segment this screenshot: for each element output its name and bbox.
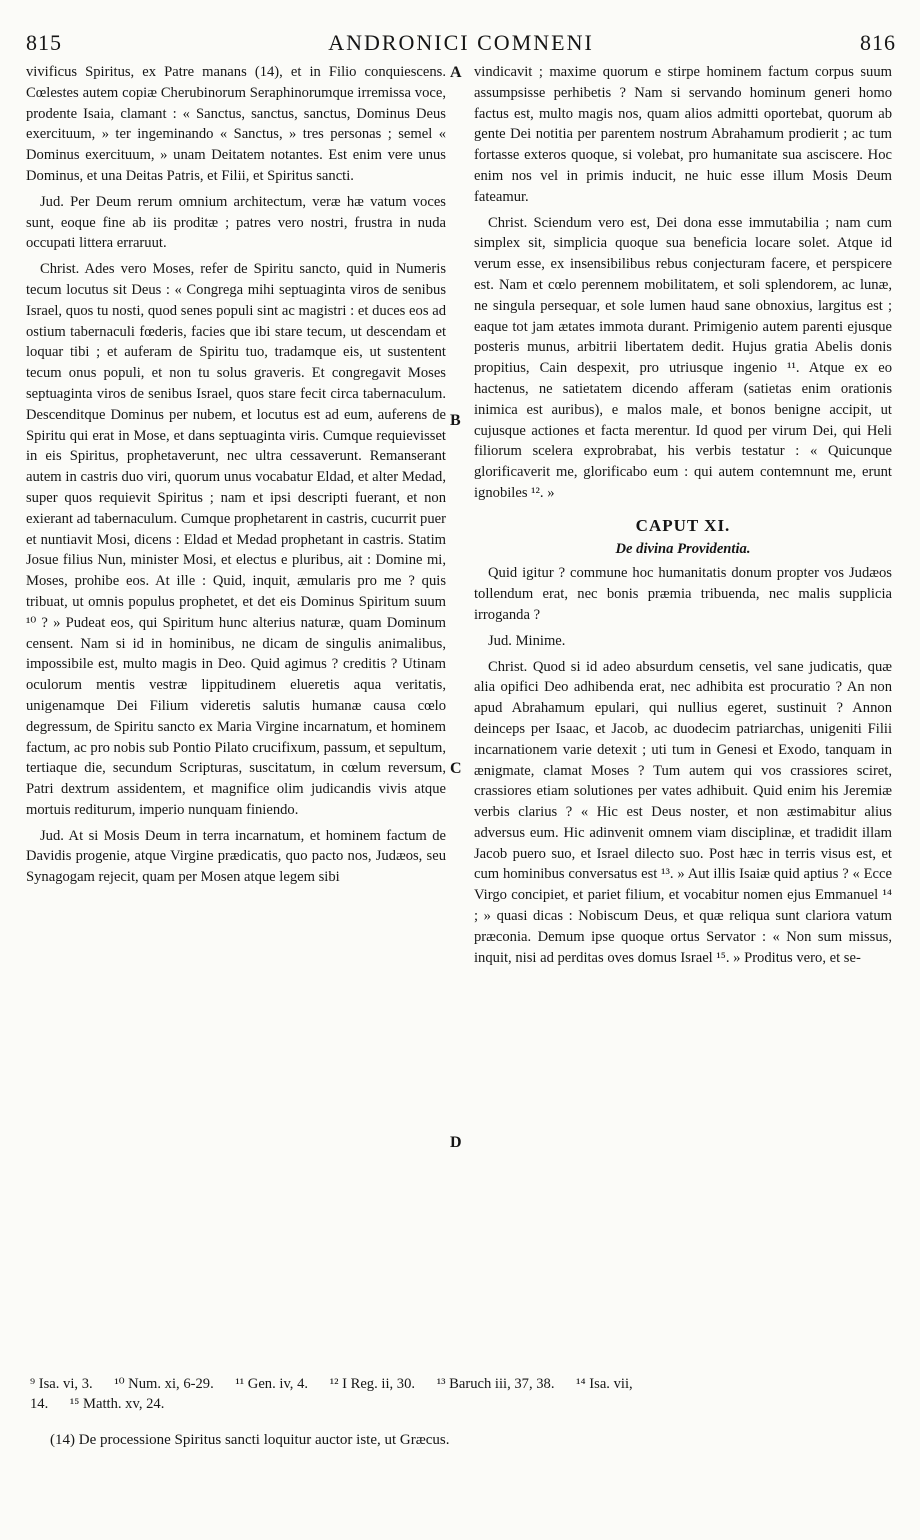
- paragraph: vindicavit ; maxime quorum e stirpe hominem factum corpus suum assumpsisse perhibetis ? Nam si servando hominum generi homo factus est, multo magis nos, quam alios admitti oportebat, quorum ab gente Dei notitia per parentem nostrum Abrahamum prodierit ; ac tum fortasse exteros quoque, si volebat, pro humanitate sua asciscere. Hoc enim nos vel in primis inducit, ne huic esse illum Mosis Deum fateamur.: [474, 64, 892, 205]
- chapter-title: CAPUT XI.: [635, 515, 731, 535]
- margin-marker-c: C: [450, 760, 462, 777]
- footnote: ¹⁵ Matth. xv, 24.: [69, 1396, 165, 1412]
- margin-marker-d: D: [450, 1134, 462, 1151]
- footnote: ¹¹ Gen. iv, 4.: [235, 1376, 309, 1392]
- footnote-line: [30, 1394, 894, 1414]
- paragraph: Christ. Sciendum vero est, Dei dona esse immutabilia ; nam cum simplex sit, simplicia quoque sua beneficia locare solet. Atque id verum esse, ex insensibilibus rebus conjecturam facere, et perspicere est. Nam et cœlo perennem mobilitatem, et soli splendorem, ac lunæ, ne singula persequar, et sole lumen haud sane obnoxius, largitus est ; eaque tot jam ætates immota durant. Primigenio autem parenti ejusque posteris munus, arbitrii libertatem dedit. Hujus gratia Abelis donis propitius, Cain despexit, pro utriusque ingenio ¹¹. Atque ex eo hactenus, ne satietatem dicendo afferam (satietas enim orationis inimica est auribus), e malos male, et bonos benigne accipit, ut cujusque actiones et facta merentur. Id quod per virum Dei, qui Heli filiorum scelera exprobrabat, his verbis testatur : « Quicunque glorificaverit me, glorificabo eum : qui autem contemnunt me, erunt ignobiles ¹². »: [474, 214, 892, 501]
- paragraph: Quid igitur ? commune hoc humanitatis donum propter vos Judæos tollendum erat, nec bonis præmia tribuenda, nec malis supplicia irroganda ?: [474, 565, 892, 623]
- page-number-right: 816: [860, 30, 896, 55]
- margin-marker-b: B: [450, 412, 461, 429]
- footnote-line: [30, 1374, 894, 1394]
- footnote: ¹³ Baruch iii, 37, 38.: [436, 1376, 555, 1392]
- paragraph: Jud. Minime.: [488, 632, 566, 649]
- left-column: [26, 62, 446, 893]
- footnotes: [30, 1374, 894, 1414]
- footnote: ¹² I Reg. ii, 30.: [329, 1376, 416, 1392]
- margin-marker-a: A: [450, 64, 462, 81]
- page-header: [26, 22, 896, 56]
- chapter-subtitle: De divina Providentia.: [615, 540, 751, 557]
- paragraph: Jud. Per Deum rerum omnium architectum, veræ hæ vatum voces sunt, eoque fine ab iis proditæ ; patres vero nostri, frustra in nuda occupati littera erraruut.: [26, 193, 446, 252]
- paragraph: Christ. Quod si id adeo absurdum censetis, vel sane judicatis, quæ alia opifici Deo adhibenda erat, nec adhibita est procuratio ? An non apud Abrahamum epulari, qui nullius egeret, sustinuit ? Annon deinceps per Isaac, et Jacob, ac duodecim patriarchas, unigeniti Filii incarnationem varie detexit ; uti tum in Genesi et Exodo, tanquam in ænigmate, clamat Moses ? Tum autem qui vos crassiores sciret, crassiores etiam solutiones per vates adhibuit. Quid enim his Jeremiæ verbis clarius ? « Hic est Deus noster, et non æstimabitur alius adversus eum. Hic adinvenit omnem viam disciplinæ, et tradidit illam Jacob puero suo, et Israel dilecto suo. Post hæc in terris visus est, et cum hominibus conversatus est ¹³. » Aut illis Isaiæ quid aptius ? « Ecce Virgo concipiet, et pariet filium, et vocabitur nomen ejus Emmanuel ¹⁴ ; » quasi dicas : Nobiscum Deus, et quæ reliqua sunt clariora vatum præconia. Demum ipse quoque ortus Servator : « Non sum missus, inquit, nisi ad perditas oves domus Israel ¹⁵. » Proditus vero, et se-: [474, 658, 892, 966]
- right-column: [474, 62, 892, 973]
- paragraph: Christ. Ades vero Moses, refer de Spiritu sancto, quid in Numeris tecum locutus sit Deus : « Congrega mihi septuaginta viros de senibus Israel, quos tu nosti, quod senes populi sint ac magistri : et duces eos ad ostium tabernaculi fœderis, facies que ibi stare tecum, ut descendam et loquar tibi ; et auferam de Spiritu tuo, tradamque eis, ut sustentent tecum onus populi, et non tu solus graveris. Et congregavit Moses septuaginta viros de senibus Israel, quos stare fecit circa tabernaculum. Descenditque Dominus per nubem, et locutus est ad eum, auferens de Spiritu qui erat in Mose, et dans septuaginta viris. Cumque requievisset in eis Spiritus, prophetaverunt, nec ultra cessaverunt. Remanserant autem in castris duo viri, quorum unus vocabatur Eldad, et alter Medad, super quos requievit Spiritus ; nam et ipsi descripti fuerant, et non exierant ad tabernaculum. Cumque prophetarent in castris, cucurrit puer et nuntiavit Mosi, dicens : Eldad et Medad prophetant in castris. Statim Josue filius Nun, minister Mosi, et electus e pluribus, ait : Domine mi, Moses, prohibe eos. At ille : Quid, inquit, æmularis pro me ? quis tribuat, ut omnis populus prophetet, et det eis Dominus Spiritum suum ¹⁰ ? » Pudeat eos, qui Spiritum hunc alterius naturæ, quam Dominum censent. Nam si id in hominibus, ne dicam de singulis animalibus, impossibile est, multo magis in Deo. Quid agimus ? creditis ? Utinam oculorum mentis vestræ lippitudinem elueretis aqua veritatis, unigenamque Dei Filium videretis salutis humanæ causa cœlo degressum, de Spiritu sancto ex Maria Virgine incarnatum, et hominem factum, ac pro nobis sub Pontio Pilato crucifixum, passum, et sepultum, tertiaque die, secundum Scripturas, suscitatum, in cœlum reversum, Patri dextrum assidentem, et magnifice olim judicandis vivis atque mortuis rediturum, imperio nunquam finiendo.: [26, 261, 446, 818]
- footnote: ⁹ Isa. vi, 3.: [30, 1376, 93, 1392]
- paragraph: vivificus Spiritus, ex Patre manans (14), et in Filio conquiescens. Cœlestes autem copiæ Cherubinorum Seraphinorumque irremissa voce, prodente Isaia, clamant : « Sanctus, sanctus, sanctus, Dominus Deus exercituum, » ter ingeminando « Sanctus, » tres personas ; semel « Dominus exercituum, » unam Deitatem notantes. Est enim vere unus Dominus, et una Deitas Patris, et Filii, et Spiritus sancti.: [26, 64, 446, 184]
- footnote: 14.: [30, 1396, 49, 1412]
- editorial-note: (14) De processione Spiritus sancti loquitur auctor iste, ut Græcus.: [50, 1432, 450, 1448]
- page-number-left: 815: [26, 30, 62, 55]
- footnote: ¹⁴ Isa. vii,: [576, 1376, 633, 1392]
- paragraph: Jud. At si Mosis Deum in terra incarnatum, et hominem factum de Davidis progenie, atque Virgine prædicatis, quo pacto nos, Judæos, seu Synagogam rejecit, quam per Mosen atque legem sibi: [26, 827, 446, 886]
- running-title: ANDRONICI COMNENI: [328, 30, 594, 55]
- footnote: ¹⁰ Num. xi, 6-29.: [114, 1376, 214, 1392]
